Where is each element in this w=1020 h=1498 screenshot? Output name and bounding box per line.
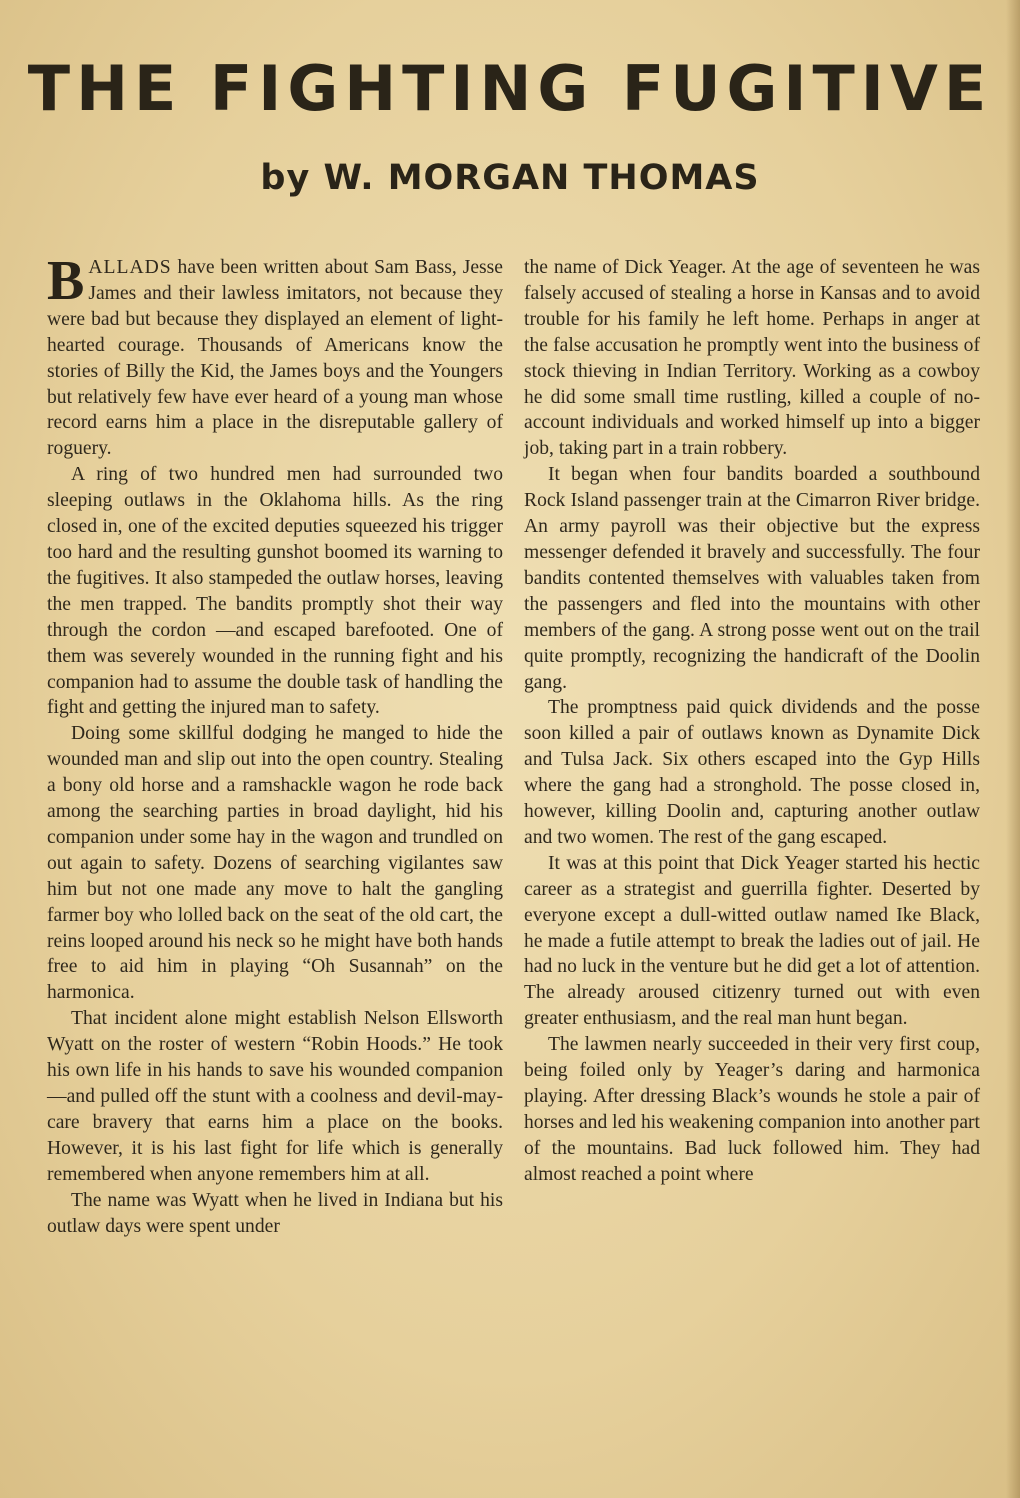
paragraph: That incident alone might establish Nelson Ellsworth Wyatt on the roster of western “Robin Hoods.” He took his own life in his hands to save his wounded companion—and pulled off the stunt with a coolness and devil-may-care bravery that earns him a place on the books. However, it is his last fight for life which is generally remembered when anyone remembers him at all. bbox=[47, 1008, 503, 1185]
lead-words: ALLADS bbox=[88, 257, 172, 278]
paragraph: The name was Wyatt when he lived in Indiana but his outlaw days were spent under bbox=[47, 1189, 503, 1237]
paragraph: It was at this point that Dick Yeager started his hectic career as a strategist and guerrilla fighter. Deserted by everyone except a dull-witted outlaw named Ike Black, he made a futile attempt to break the ladies out of jail. He had no luck in the venture but he did get a lot of attention. The already aroused citizenry turned out with even greater enthusiasm, and the real man hunt began. bbox=[524, 852, 980, 1030]
left-column bbox=[47, 250, 503, 1239]
paragraph: The lawmen nearly succeeded in their very first coup, being foiled only by Yeager’s daring and harmonica playing. After dressing Black’s wounds he stole a pair of horses and led his weakening companion into another part of the mountains. Bad luck followed him. They had almost reached a point where bbox=[524, 1034, 980, 1185]
paragraph: Doing some skillful dodging he manged to hide the wounded man and slip out into the open country. Stealing a bony old horse and a ramshackle wagon he rode back among the searching parties in broad daylight, hid his companion under some hay in the wagon and trundled on out again to safety. Dozens of searching vigilantes saw him but not one made any move to halt the gangling farmer boy who lolled back on the seat of the old cart, the reins looped around his neck so he might have both hands free to aid him in playing “Oh Susannah” on the harmonica. bbox=[47, 723, 503, 1004]
paragraph: A ring of two hundred men had surrounded two sleeping outlaws in the Oklahoma hills. As the ring closed in, one of the excited deputies squeezed his trigger too hard and the resulting gunshot boomed its warning to the fugitives. It also stampeded the outlaw horses, leaving the men trapped. The bandits promptly shot their way through the cordon —and escaped barefooted. One of them was severely wounded in the running fight and his companion had to assume the double task of handling the fight and getting the injured man to safety. bbox=[47, 464, 503, 719]
article-title: THE FIGHTING FUGITIVE bbox=[27, 52, 993, 125]
drop-cap: B bbox=[47, 250, 85, 312]
paragraph: The promptness paid quick dividends and the posse soon killed a pair of outlaws known as Dynamite Dick and Tulsa Jack. Six others escaped into the Gyp Hills where the gang had a stronghold. The posse closed in, however, killing Doolin and, capturing another outlaw and two women. The rest of the gang escaped. bbox=[524, 697, 980, 848]
lead-paragraph bbox=[47, 250, 503, 462]
lead-paragraph-text: have been written about Sam Bass, Jesse James and their lawless imitators, not because they were bad but because they displayed an element of light-hearted courage. Thousands of Americans know the stories of Billy the Kid, the James boys and the Youngers but relatively few have ever heard of a young man whose record earns him a place in the disreputable gallery of roguery. bbox=[47, 257, 503, 460]
continued-paragraph: the name of Dick Yeager. At the age of seventeen he was falsely accused of stealing a horse in Kansas and to avoid trouble for his family he left home. Perhaps in anger at the false accusation he promptly went into the business of stock thieving in Indian Territory. Working as a cowboy he did some small time rustling, killed a couple of no-account individuals and worked himself up into a bigger job, taking part in a train robbery. bbox=[524, 257, 980, 460]
paragraph: It began when four bandits boarded a southbound Rock Island passenger train at the Cimarron River bridge. An army payroll was their objective but the express messenger defended it bravely and successfully. The four bandits contented themselves with valuables taken from the passengers and fled into the mountains with other members of the gang. A strong posse went out on the trail quite promptly, recognizing the handicraft of the Doolin gang. bbox=[524, 464, 980, 693]
article-byline: by W. MORGAN THOMAS bbox=[260, 158, 760, 198]
right-column bbox=[524, 255, 980, 1188]
page-spine-shadow bbox=[1006, 0, 1020, 1498]
